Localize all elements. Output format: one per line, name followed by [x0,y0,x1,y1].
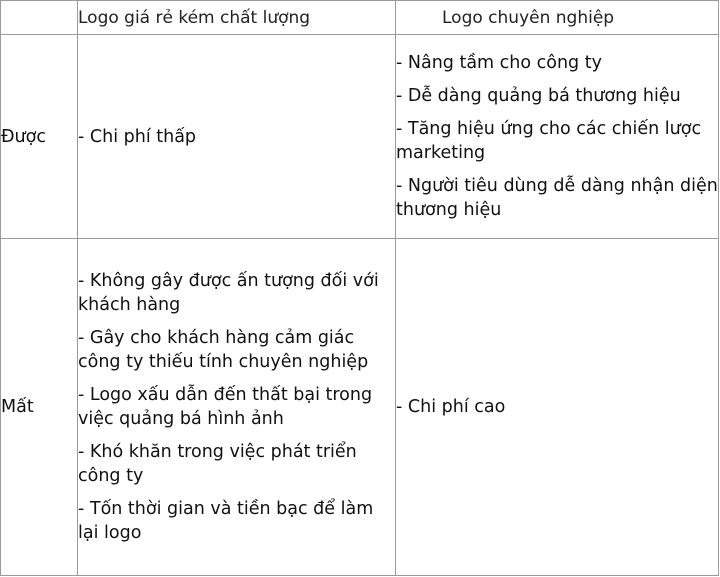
list-item: - Tốn thời gian và tiền bạc để làm lại logo [78,499,374,543]
list-item: - Logo xấu dẫn đến thất bại trong việc quảng bá hình ảnh [78,385,373,429]
header-cheap-logo: Logo giá rẻ kém chất lượng [78,1,396,35]
list-item: - Gây cho khách hàng cảm giác công ty thiếu tính chuyên nghiệp [78,328,369,372]
row-label-duoc: Được [1,35,78,239]
cell-duoc-pro [396,35,719,239]
header-pro-logo: Logo chuyên nghiệp [396,1,719,35]
row-label-mat: Mất [1,239,78,576]
table-row-mat [1,239,719,576]
list-item: - Không gây được ấn tượng đối với khách hàng [78,271,379,315]
list-item: - Khó khăn trong việc phát triển công ty [78,442,357,486]
list-item: - Nâng tầm cho công ty [396,53,602,73]
table-row-duoc [1,35,719,239]
cell-mat-cheap [78,239,396,576]
header-row [1,1,719,35]
cell-duoc-cheap [78,35,396,239]
list-item: - Dễ dàng quảng bá thương hiệu [396,86,681,106]
header-empty-cell [1,1,78,35]
list-item: - Người tiêu dùng dễ dàng nhận diện thương hiệu [396,176,718,220]
cell-mat-pro [396,239,719,576]
list-item: - Tăng hiệu ứng cho các chiến lược marketing [396,119,702,163]
list-item: - Chi phí thấp [78,126,197,147]
list-item: - Chi phí cao [396,397,506,417]
